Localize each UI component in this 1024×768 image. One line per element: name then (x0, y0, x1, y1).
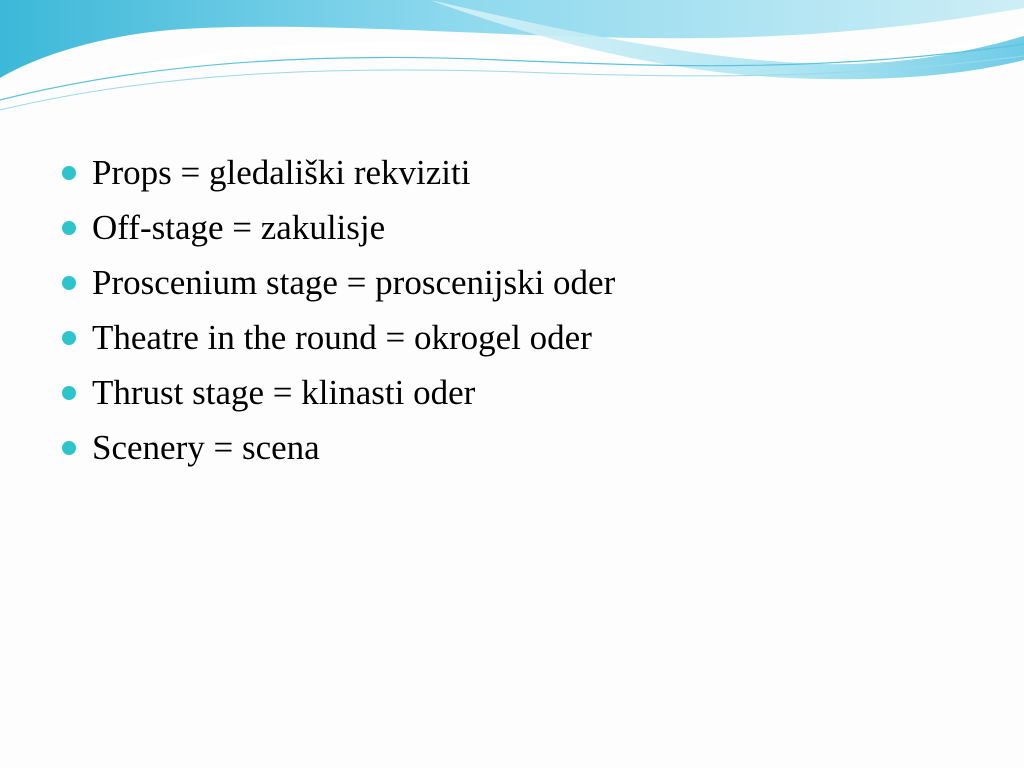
list-item-text: Scenery = scena (92, 428, 320, 467)
bullet-dot-icon (62, 166, 76, 180)
list-item-text: Props = gledališki rekviziti (92, 153, 471, 192)
list-item (62, 258, 615, 313)
header-wave-decoration (0, 0, 1024, 120)
bullet-list (62, 148, 615, 478)
bullet-dot-icon (62, 441, 76, 455)
bullet-dot-icon (62, 276, 76, 290)
bullet-dot-icon (62, 331, 76, 345)
list-item-text: Thrust stage = klinasti oder (92, 373, 476, 412)
bullet-dot-icon (62, 221, 76, 235)
list-item (62, 313, 615, 368)
list-item (62, 148, 615, 203)
list-item (62, 368, 615, 423)
list-item (62, 203, 615, 258)
list-item-text: Off-stage = zakulisje (92, 208, 386, 247)
list-item (62, 423, 615, 478)
bullet-dot-icon (62, 386, 76, 400)
list-item-text: Proscenium stage = proscenijski oder (92, 263, 616, 302)
list-item-text: Theatre in the round = okrogel oder (92, 318, 592, 357)
